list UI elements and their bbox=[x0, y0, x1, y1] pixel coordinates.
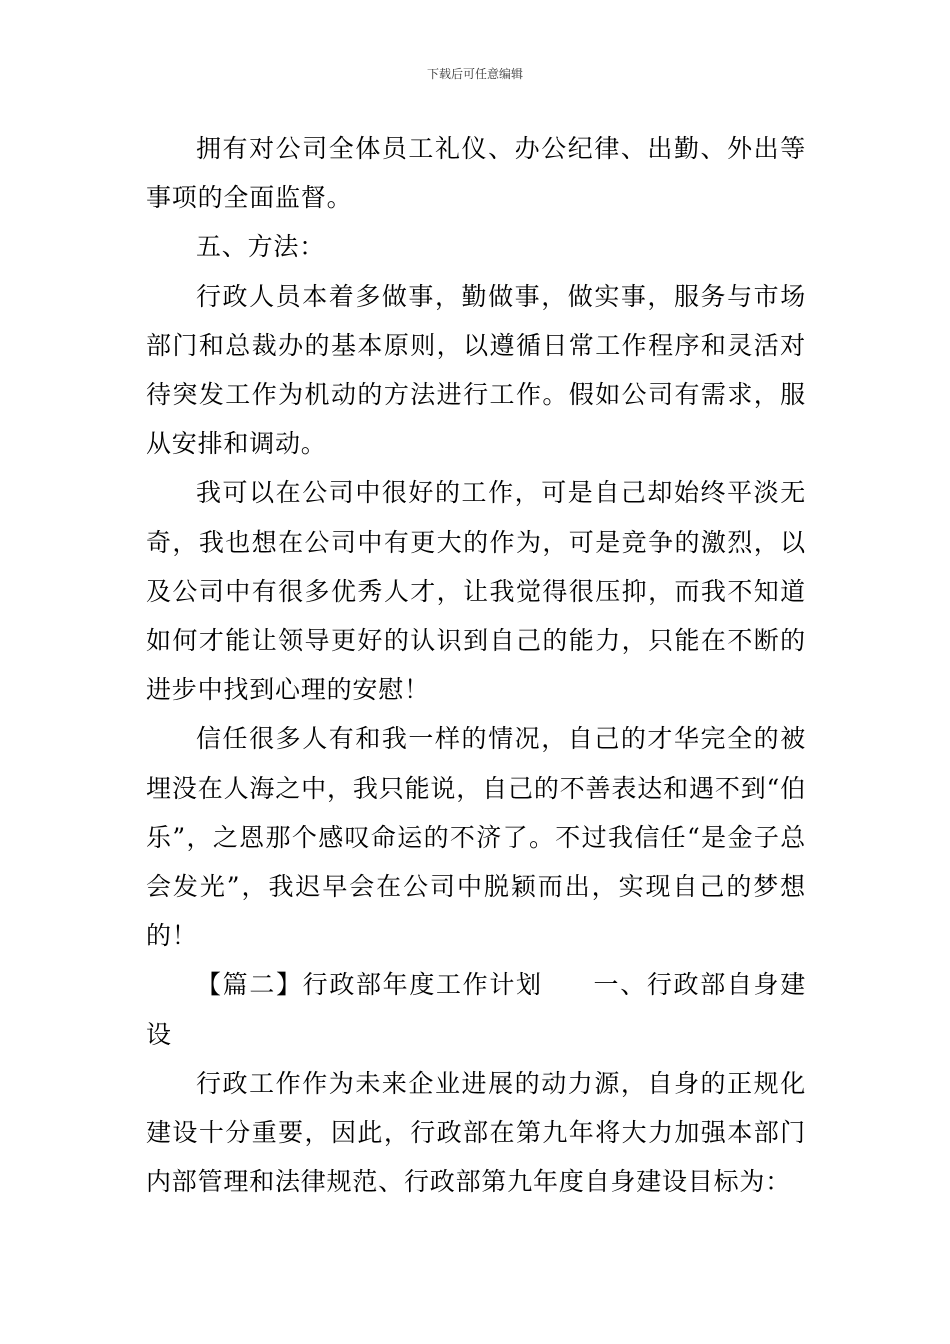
paragraph-self-construction: 行政工作作为未来企业进展的动力源，自身的正规化建设十分重要，因此，行政部在第九年将大力加强本部门内部管理和法律规范、行政部第九年度自身建设目标为： bbox=[146, 1068, 806, 1197]
section-heading bbox=[146, 960, 806, 1058]
section-title: 【篇二】行政部年度工作计划 bbox=[196, 970, 543, 1000]
section-subtitle: 一、行政部自身建设 bbox=[146, 970, 807, 1049]
heading-methods: 五、方法： bbox=[196, 232, 326, 262]
paragraph-methods: 行政人员本着多做事，勤做事，做实事，服务与市场部门和总裁办的基本原则，以遵循日常工作程序和灵活对待突发工作为机动的方法进行工作。假如公司有需求，服从安排和调动。 bbox=[146, 281, 806, 459]
paragraph-self-reflection: 我可以在公司中很好的工作，可是自己却始终平淡无奇，我也想在公司中有更大的作为，可是竞争的激烈，以及公司中有很多优秀人才，让我觉得很压抑，而我不知道如何才能让领导更好的认识到自己的能力，只能在不断的进步中找到心理的安慰！ bbox=[146, 478, 806, 705]
page-header: 下载后可任意编辑 bbox=[426, 67, 523, 81]
paragraph-supervision: 拥有对公司全体员工礼仪、办公纪律、出勤、外出等事项的全面监督。 bbox=[146, 134, 806, 213]
document-body bbox=[146, 124, 806, 1206]
paragraph-trust: 信任很多人有和我一样的情况，自己的才华完全的被埋没在人海之中，我只能说，自己的不善表达和遇不到“伯乐”，之恩那个感叹命运的不济了。不过我信任“是金子总会发光”，我迟早会在公司中脱颖而出，实现自己的梦想的！ bbox=[146, 724, 806, 951]
